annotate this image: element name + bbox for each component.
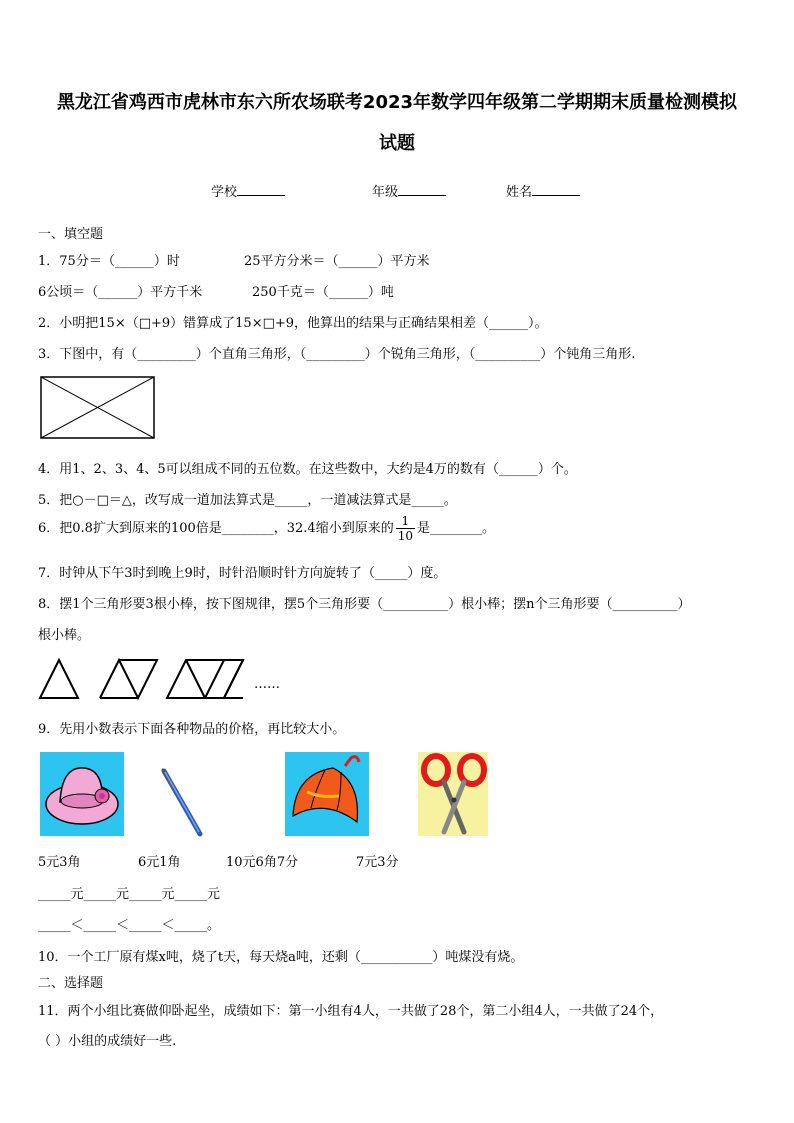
scissors-picture <box>418 752 488 836</box>
grade-field: 年级 <box>372 181 446 200</box>
price-answer-blanks: _____元_____元_____元_____元 <box>38 887 221 902</box>
q1-part-c: 6公顷＝（______）平方千米 <box>38 285 203 300</box>
fraction-one-tenth: $\frac{1}{10}$ <box>397 514 413 543</box>
price-hat: 5元3角 <box>38 855 81 870</box>
sun-hat-picture <box>40 752 124 836</box>
page-title: 黑龙江省鸡西市虎林市东六所农场联考2023年数学四年级第二学期期末质量检测模拟 <box>56 92 738 113</box>
fountain-pen-picture <box>160 768 206 838</box>
triangle-pattern-figure <box>38 657 288 701</box>
section-multiple-choice: 二、选择题 <box>38 976 104 991</box>
school-field: 学校 <box>211 181 285 200</box>
question-5: 5．把○－□＝△，改写成一道加法算式是_____，一道减法算式是_____。 <box>38 493 457 508</box>
question-8-line1: 8．摆1个三角形要3根小棒，按下图规律，摆5个三角形要（__________）根小棒；摆n个三角形要（__________） <box>38 597 691 612</box>
q1-part-b: 25平方分米＝（______）平方米 <box>244 254 430 269</box>
question-9: 9．先用小数表示下面各种物品的价格，再比较大小。 <box>38 722 346 737</box>
page-title-cont: 试题 <box>379 133 415 154</box>
price-umbrella: 10元6角7分 <box>226 855 299 870</box>
question-6: 6．把0.8扩大到原来的100倍是________，32.4缩小到原来的 $\frac{1}{10}$ 是________。 <box>38 514 496 543</box>
price-pen: 6元1角 <box>138 855 181 870</box>
umbrella-picture <box>285 752 369 836</box>
question-8-line2: 根小棒。 <box>38 628 91 643</box>
ellipsis: …… <box>254 677 280 692</box>
question-11-line1: 11．两个小组比赛做仰卧起坐，成绩如下：第一小组有4人，一共做了28个，第二小组4人，一共做了24个， <box>38 1004 664 1019</box>
name-field: 姓名 <box>506 181 580 200</box>
question-2: 2．小明把15×（□+9）错算成了15×□+9，他算出的结果与正确结果相差（______）。 <box>38 316 548 331</box>
rectangle-with-diagonals-figure <box>40 376 156 440</box>
price-scissors: 7元3分 <box>356 855 399 870</box>
q1-part-a: 1．75分＝（______）时 <box>38 254 180 269</box>
question-3: 3．下图中，有（_________）个直角三角形，（_________）个锐角三角形，（__________）个钝角三角形. <box>38 347 636 362</box>
question-10: 10．一个工厂原有煤x吨，烧了t天，每天烧a吨，还剩（___________）吨煤没有烧。 <box>38 950 524 965</box>
q1-part-d: 250千克＝（______）吨 <box>252 285 394 300</box>
price-comparison-blanks: _____＜_____＜_____＜_____。 <box>38 918 221 933</box>
question-7: 7．时钟从下午3时到晚上9时，时针沿顺时针方向旋转了（_____）度。 <box>38 566 447 581</box>
section-fill-blank: 一、填空题 <box>38 227 104 242</box>
question-11-line2: （ ）小组的成绩好一些. <box>38 1034 177 1049</box>
question-4: 4．用1、2、3、4、5可以组成不同的五位数。在这些数中，大约是4万的数有（______）个。 <box>38 462 577 477</box>
